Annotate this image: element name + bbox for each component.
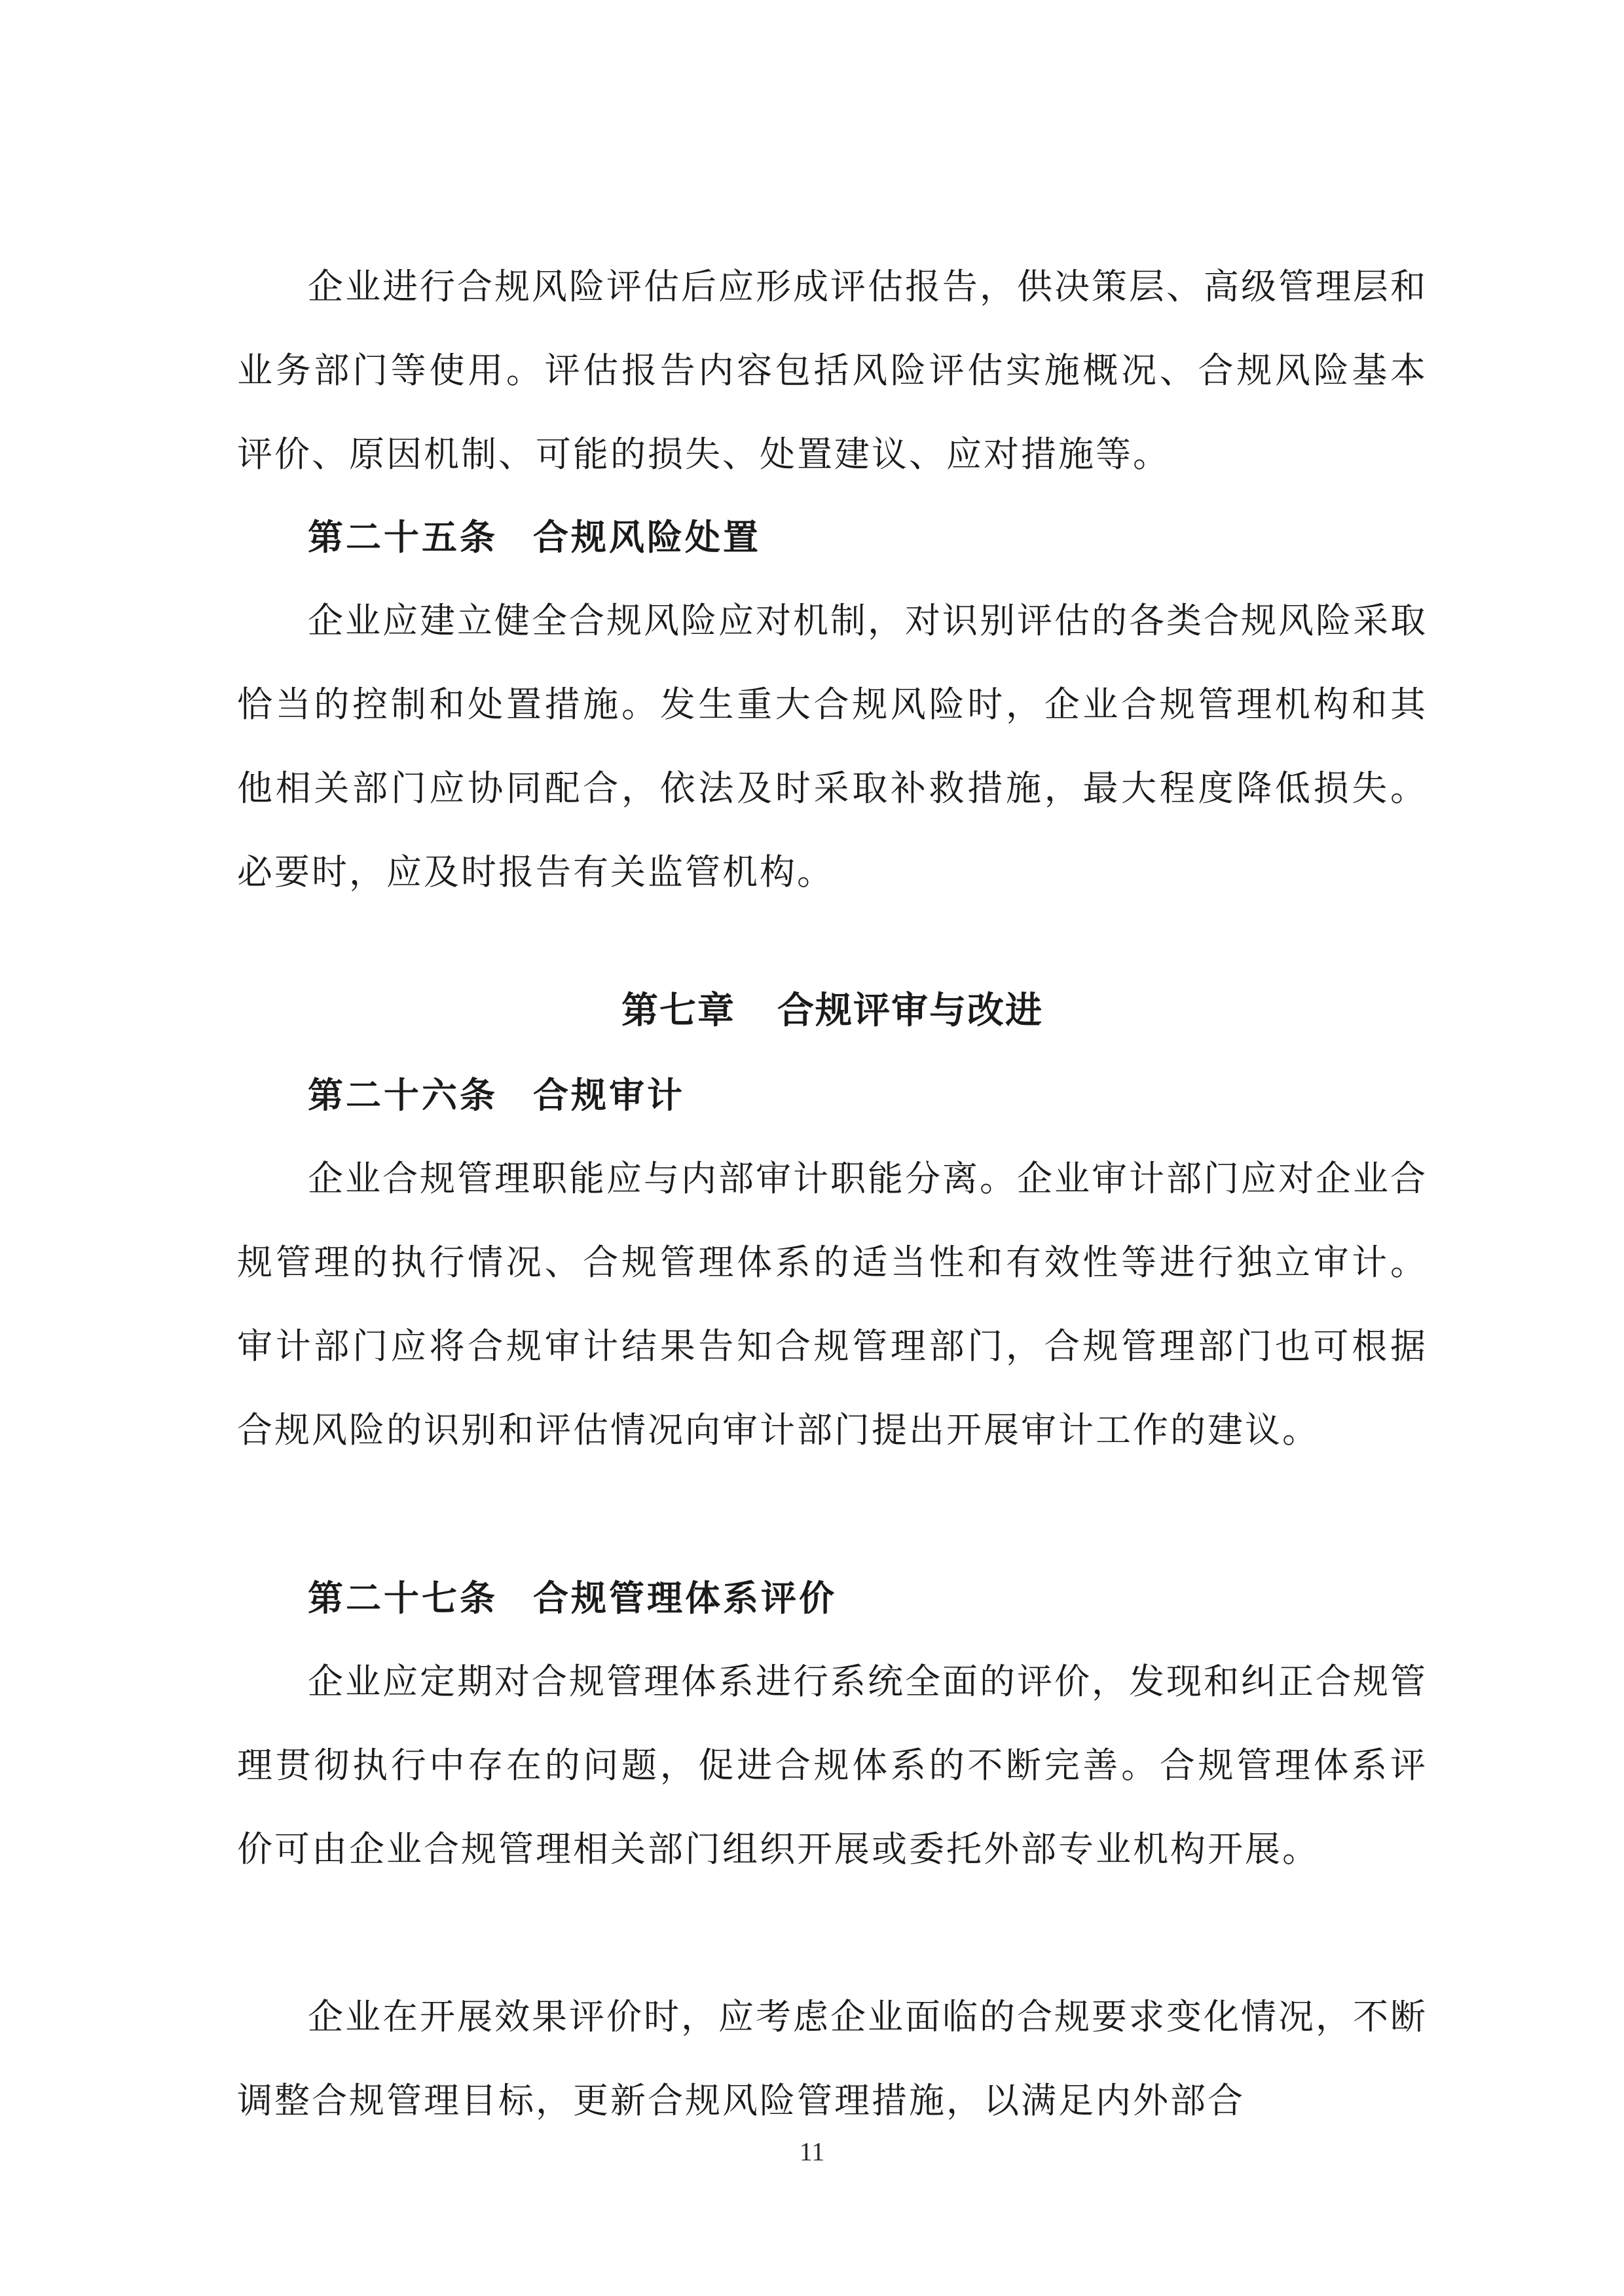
article-number: 第二十五条 — [308, 516, 498, 558]
paragraph-risk-assessment-report — [237, 245, 1428, 496]
article-title: 合规管理体系评价 — [533, 1577, 837, 1619]
paragraph-text: 企业合规管理职能应与内部审计职能分离。企业审计部门应对企业合规管理的执行情况、合规管理体系的适当性和有效性等进行独立审计。审计部门应将合规审计结果告知合规管理部门，合规管理部门也可根据合规风险的识别和评估情况向审计部门提出开展审计工作的建议。 — [237, 1158, 1428, 1451]
page-number: 11 — [799, 2137, 825, 2166]
article-title: 合规风险处置 — [533, 516, 761, 558]
chapter-number: 第七章 — [621, 990, 735, 1032]
article-26-heading — [237, 1053, 1428, 1137]
paragraph-text: 企业应建立健全合规风险应对机制，对识别评估的各类合规风险采取恰当的控制和处置措施。发生重大合规风险时，企业合规管理机构和其他相关部门应协同配合，依法及时采取补救措施，最大程度降低损失。必要时，应及时报告有关监管机构。 — [237, 600, 1428, 893]
paragraph-text: 企业进行合规风险评估后应形成评估报告，供决策层、高级管理层和业务部门等使用。评估报告内容包括风险评估实施概况、合规风险基本评价、原因机制、可能的损失、处置建议、应对措施等。 — [237, 266, 1428, 475]
article-number: 第二十七条 — [308, 1577, 498, 1619]
article-27-heading — [237, 1556, 1428, 1640]
paragraph-text: 企业应定期对合规管理体系进行系统全面的评价，发现和纠正合规管理贯彻执行中存在的问题，促进合规体系的不断完善。合规管理体系评价可由企业合规管理相关部门组织开展或委托外部专业机构开展。 — [237, 1661, 1428, 1870]
chapter-title: 合规评审与改进 — [777, 990, 1043, 1032]
paragraph-effect-evaluation — [237, 1975, 1428, 2143]
paragraph-system-evaluation — [237, 1640, 1428, 1891]
article-number: 第二十六条 — [308, 1074, 498, 1116]
paragraph-compliance-audit — [237, 1137, 1428, 1472]
paragraph-risk-disposal — [237, 579, 1428, 914]
paragraph-text: 企业在开展效果评价时，应考虑企业面临的合规要求变化情况，不断调整合规管理目标，更新合规风险管理措施，以满足内外部合 — [237, 1996, 1428, 2121]
article-25-heading — [237, 495, 1428, 579]
chapter-heading — [237, 969, 1428, 1053]
article-title: 合规审计 — [533, 1074, 685, 1116]
